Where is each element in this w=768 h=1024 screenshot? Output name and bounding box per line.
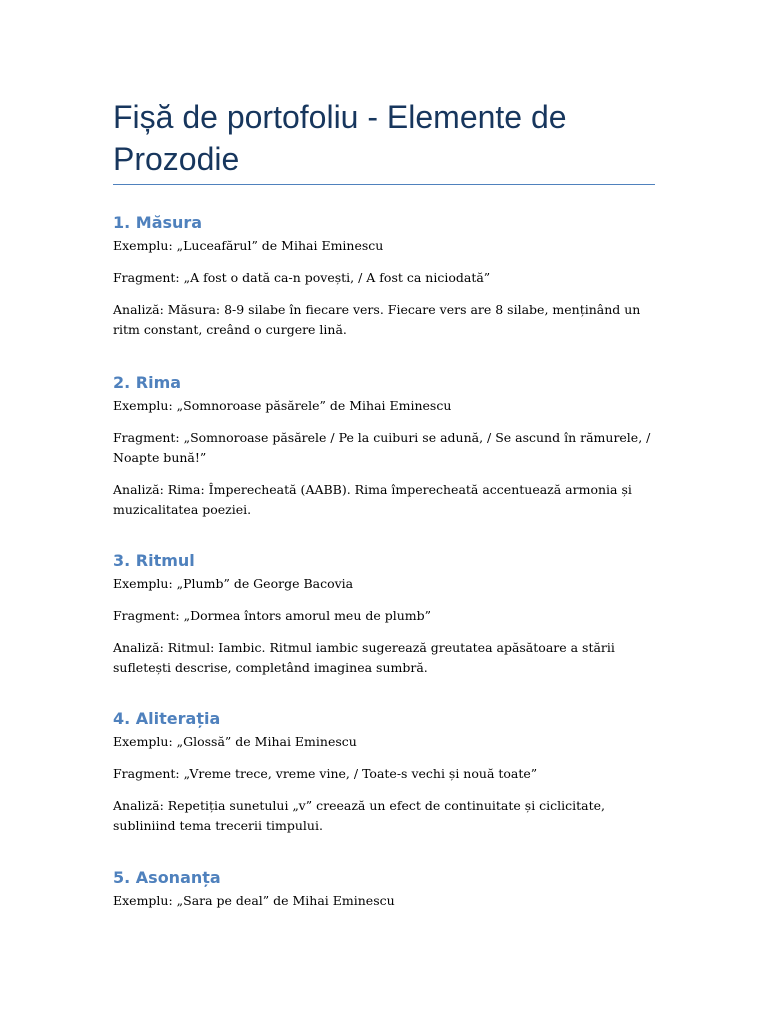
section-heading: 5. Asonanța (113, 868, 221, 887)
example-text: Exemplu: „Sara pe deal” de Mihai Eminescu (113, 893, 395, 908)
section-ritmul (113, 550, 658, 678)
fragment-text: Fragment: „Somnoroase păsărele / Pe la cuiburi se adună, / Se ascund în rămurele, / Noapte bună!” (113, 430, 651, 465)
example-text: Exemplu: „Luceafărul” de Mihai Eminescu (113, 238, 384, 253)
section-masura (113, 212, 658, 340)
fragment-text: Fragment: „Dormea întors amorul meu de plumb” (113, 608, 432, 623)
section-heading: 3. Ritmul (113, 551, 195, 570)
section-asonanta (113, 867, 658, 911)
example-text: Exemplu: „Plumb” de George Bacovia (113, 576, 354, 591)
example-text: Exemplu: „Somnoroase păsărele” de Mihai Eminescu (113, 398, 452, 413)
analysis-text: Analiză: Ritmul: Iambic. Ritmul iambic sugerează greutatea apăsătoare a stării sufletești descrise, completând imaginea sumbră. (113, 640, 615, 675)
analysis-text: Analiză: Măsura: 8-9 silabe în fiecare vers. Fiecare vers are 8 silabe, menținând un ritm constant, creând o curgere lină. (113, 302, 641, 337)
fragment-text: Fragment: „A fost o dată ca-n povești, / A fost ca niciodată” (113, 270, 491, 285)
document-page (113, 0, 658, 908)
section-rima (113, 372, 658, 520)
section-aliteratia (113, 708, 658, 836)
section-heading: 1. Măsura (113, 213, 203, 232)
section-heading: 2. Rima (113, 373, 182, 392)
section-heading: 4. Aliterația (113, 709, 221, 728)
title-underline (113, 184, 655, 185)
fragment-text: Fragment: „Vreme trece, vreme vine, / Toate-s vechi și nouă toate” (113, 766, 538, 781)
page-title: Fișă de portofoliu - Elemente de Prozodie (113, 99, 567, 177)
analysis-text: Analiză: Rima: Împerecheată (AABB). Rima împerecheată accentuează armonia și muzicalitatea poeziei. (113, 482, 632, 517)
analysis-text: Analiză: Repetiția sunetului „v” creează un efect de continuitate și ciclicitate, subliniind tema trecerii timpului. (113, 798, 606, 833)
example-text: Exemplu: „Glossă” de Mihai Eminescu (113, 734, 357, 749)
